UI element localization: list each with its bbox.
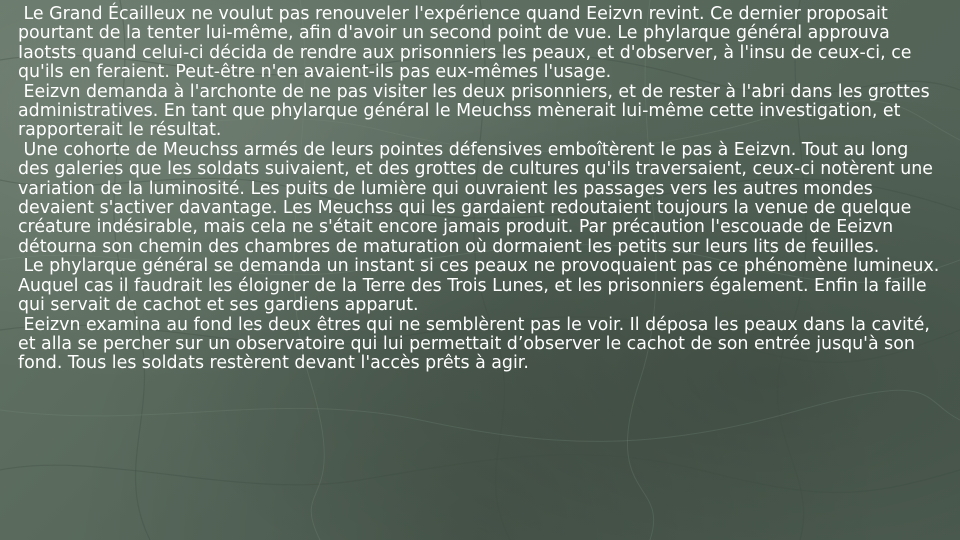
- paragraph-3: Une cohorte de Meuchss armés de leurs pointes défensives emboîtèrent le pas à Eeizvn. Tout au long des galeries que les soldats suivaient, et des grottes de cultures qu'ils traversaient, ceux-ci notèrent une variation de la luminosité. Les puits de lumière qui ouvraient les passages vers les autres mondes devaient s'activer davantage. Les Meuchss qui les gardaient redoutaient toujours la venue de quelque créature indésirable, mais cela ne s'était encore jamais produit. Par précaution l'escouade de Eeizvn détourna son chemin des chambres de maturation où dormaient les petits sur leurs lits de feuilles.: [18, 139, 939, 257]
- paragraph-2: Eeizvn demanda à l'archonte de ne pas visiter les deux prisonniers, et de rester à l'abri dans les grottes administratives. En tant que phylarque général le Meuchss mènerait lui-même cette investigation, et rapporterait le résultat.: [18, 81, 936, 141]
- paragraph-5: Eeizvn examina au fond les deux êtres qui ne semblèrent pas le voir. Il déposa les peaux dans la cavité, et alla se percher sur un observatoire qui lui permettait d’observer le cachot de son entrée jusqu'à son fond. Tous les soldats restèrent devant l'accès prêts à agir.: [18, 314, 936, 374]
- text-page: [18, 4, 945, 374]
- paragraph-4: Le phylarque général se demanda un instant si ces peaux ne provoquaient pas ce phénomène lumineux. Auquel cas il faudrait les éloigner de la Terre des Trois Lunes, et les prisonniers également. Enfin la faille qui servait de cachot et ses gardiens apparut.: [18, 256, 945, 316]
- paragraph-1: Le Grand Écailleux ne voulut pas renouveler l'expérience quand Eeizvn revint. Ce dernier proposait pourtant de la tenter lui-même, afin d'avoir un second point de vue. Le phylarque général approuva Iaotsts quand celui-ci décida de rendre aux prisonniers les peaux, et d'observer, à l'insu de ceux-ci, ce qu'ils en feraient. Peut-être n'en avaient-ils pas eux-mêmes l'usage.: [18, 4, 917, 83]
